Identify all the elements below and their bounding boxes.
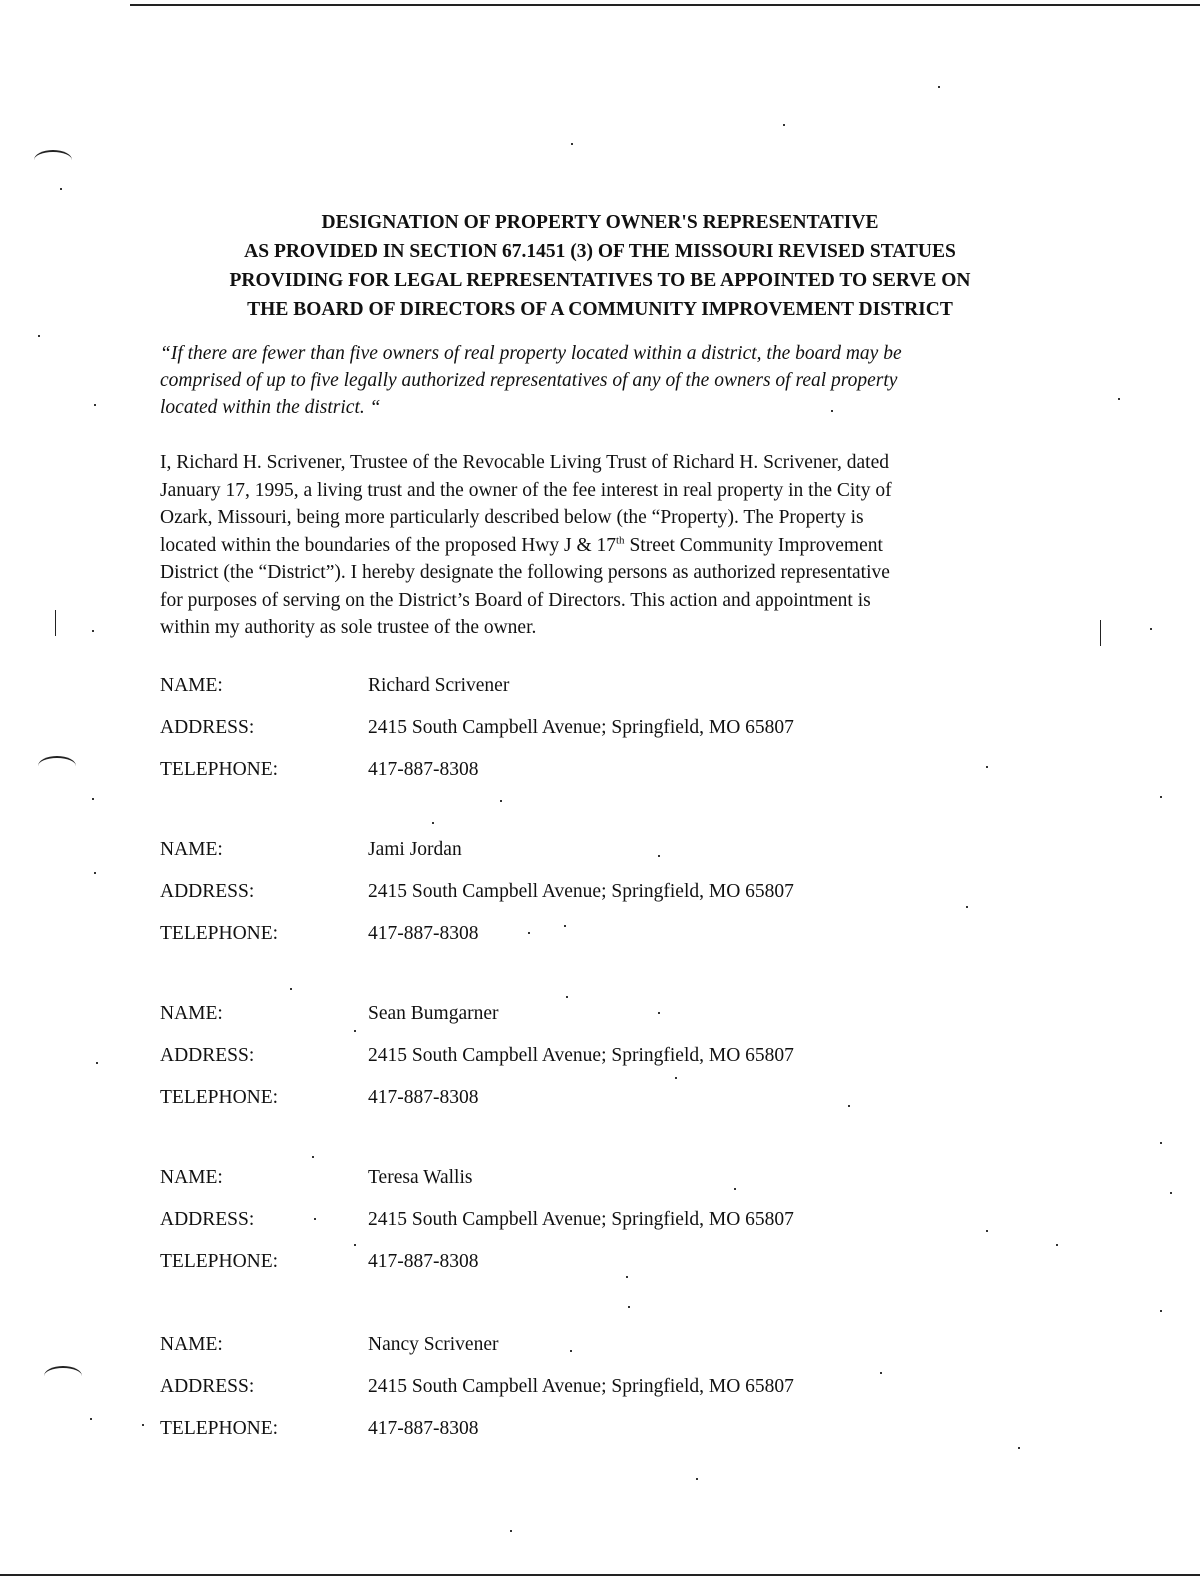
title-line: DESIGNATION OF PROPERTY OWNER'S REPRESENTATIVE: [321, 212, 879, 233]
scan-speck: [92, 798, 94, 800]
scan-speck: [94, 872, 96, 874]
address-label: ADDRESS:: [160, 881, 255, 902]
representative-entry: [160, 674, 960, 800]
representative-name: Jami Jordan: [368, 839, 462, 860]
punch-hole-mark: [44, 1366, 82, 1386]
telephone-label: TELEPHONE:: [160, 1251, 279, 1272]
telephone-row: [160, 1250, 960, 1292]
representative-telephone: 417-887-8308: [368, 1087, 479, 1108]
telephone-label: TELEPHONE:: [160, 1087, 279, 1108]
name-row: [160, 674, 960, 716]
scan-speck: [696, 1478, 698, 1480]
statute-quote: [160, 340, 1040, 421]
designation-paragraph: [160, 449, 1040, 642]
representative-telephone: 417-887-8308: [368, 923, 479, 944]
paragraph-line: within my authority as sole trustee of the owner.: [160, 617, 537, 638]
punch-hole-mark: [34, 150, 72, 170]
address-label: ADDRESS:: [160, 717, 255, 738]
telephone-row: [160, 1417, 960, 1459]
representative-entry: [160, 1002, 960, 1128]
scan-speck: [92, 630, 94, 632]
representative-name: Teresa Wallis: [368, 1167, 473, 1188]
name-row: [160, 1002, 960, 1044]
scan-speck: [1160, 796, 1162, 798]
representative-address: 2415 South Campbell Avenue; Springfield, MO 65807: [368, 881, 794, 902]
quote-line: located within the district. “: [160, 397, 381, 418]
representative-name: Richard Scrivener: [368, 675, 510, 696]
scan-speck: [966, 906, 968, 908]
representative-name: Sean Bumgarner: [368, 1003, 499, 1024]
representative-address: 2415 South Campbell Avenue; Springfield, MO 65807: [368, 1376, 794, 1397]
scan-speck: [986, 766, 988, 768]
name-row: [160, 838, 960, 880]
scan-speck: [571, 143, 573, 145]
scan-speck: [38, 335, 40, 337]
paragraph-line: I, Richard H. Scrivener, Trustee of the Revocable Living Trust of Richard H. Scrivener, dated: [160, 452, 889, 473]
scan-speck: [432, 822, 434, 824]
address-label: ADDRESS:: [160, 1045, 255, 1066]
address-row: [160, 716, 960, 758]
name-label: NAME:: [160, 1003, 223, 1024]
ordinal-suffix: th: [616, 534, 625, 546]
name-label: NAME:: [160, 1167, 223, 1188]
title-line: THE BOARD OF DIRECTORS OF A COMMUNITY IMPROVEMENT DISTRICT: [247, 299, 953, 320]
scan-speck: [1056, 1244, 1058, 1246]
address-row: [160, 1208, 960, 1250]
name-row: [160, 1166, 960, 1208]
paragraph-line: Ozark, Missouri, being more particularly described below (the “Property). The Property is: [160, 507, 864, 528]
telephone-label: TELEPHONE:: [160, 1418, 279, 1439]
address-label: ADDRESS:: [160, 1376, 255, 1397]
scan-speck: [94, 404, 96, 406]
paragraph-text: Street Community Improvement: [624, 534, 883, 556]
telephone-label: TELEPHONE:: [160, 759, 279, 780]
scan-speck: [566, 996, 568, 998]
representative-telephone: 417-887-8308: [368, 1251, 479, 1272]
quote-line: “If there are fewer than five owners of real property located within a district, the board may be: [160, 343, 902, 364]
address-row: [160, 1044, 960, 1086]
scan-speck: [312, 1156, 314, 1158]
scan-speck: [1170, 1192, 1172, 1194]
name-label: NAME:: [160, 1334, 223, 1355]
scan-speck: [290, 988, 292, 990]
scan-speck: [1018, 1447, 1020, 1449]
paragraph-line: District (the “District”). I hereby designate the following persons as authorized representative: [160, 562, 890, 583]
scan-speck: [1160, 1310, 1162, 1312]
address-label: ADDRESS:: [160, 1209, 255, 1230]
scan-speck: [783, 124, 785, 126]
scan-edge-mark: [1100, 620, 1101, 646]
scan-speck: [60, 188, 62, 190]
telephone-label: TELEPHONE:: [160, 923, 279, 944]
scan-speck: [1160, 1142, 1162, 1144]
paragraph-line: January 17, 1995, a living trust and the owner of the fee interest in real property in the City of: [160, 479, 892, 501]
scan-speck: [1118, 398, 1120, 400]
representative-address: 2415 South Campbell Avenue; Springfield, MO 65807: [368, 1209, 794, 1230]
address-row: [160, 1375, 960, 1417]
representative-address: 2415 South Campbell Avenue; Springfield, MO 65807: [368, 717, 794, 738]
paragraph-line: for purposes of serving on the District’s Board of Directors. This action and appointment is: [160, 589, 871, 611]
representative-telephone: 417-887-8308: [368, 1418, 479, 1439]
representative-entry: [160, 838, 960, 964]
title-line: PROVIDING FOR LEGAL REPRESENTATIVES TO BE APPOINTED TO SERVE ON: [229, 270, 971, 291]
scan-speck: [142, 1424, 144, 1426]
representative-address: 2415 South Campbell Avenue; Springfield, MO 65807: [368, 1045, 794, 1066]
scan-speck: [628, 1306, 630, 1308]
scan-edge-mark: [55, 610, 56, 636]
paragraph-line: [160, 532, 1040, 560]
scan-speck: [1150, 628, 1152, 630]
punch-hole-mark: [38, 756, 76, 776]
scan-speck: [986, 1230, 988, 1232]
document-title: [150, 208, 1050, 324]
representative-telephone: 417-887-8308: [368, 759, 479, 780]
representative-name: Nancy Scrivener: [368, 1334, 499, 1355]
name-label: NAME:: [160, 839, 223, 860]
top-border-line: [130, 4, 1200, 6]
quote-line: comprised of up to five legally authorized representatives of any of the owners of real property: [160, 370, 898, 391]
representative-entry: [160, 1166, 960, 1292]
telephone-row: [160, 922, 960, 964]
name-row: [160, 1333, 960, 1375]
representative-entry: [160, 1333, 960, 1459]
address-row: [160, 880, 960, 922]
name-label: NAME:: [160, 675, 223, 696]
telephone-row: [160, 1086, 960, 1128]
scan-speck: [500, 800, 502, 802]
scan-speck: [510, 1530, 512, 1532]
scan-speck: [90, 1418, 92, 1420]
telephone-row: [160, 758, 960, 800]
title-line: AS PROVIDED IN SECTION 67.1451 (3) OF THE MISSOURI REVISED STATUES: [244, 241, 956, 262]
paragraph-text: located within the boundaries of the proposed Hwy J & 17: [160, 534, 616, 556]
bottom-border-line: [0, 1574, 1200, 1576]
scan-speck: [96, 1062, 98, 1064]
scan-speck: [938, 86, 940, 88]
